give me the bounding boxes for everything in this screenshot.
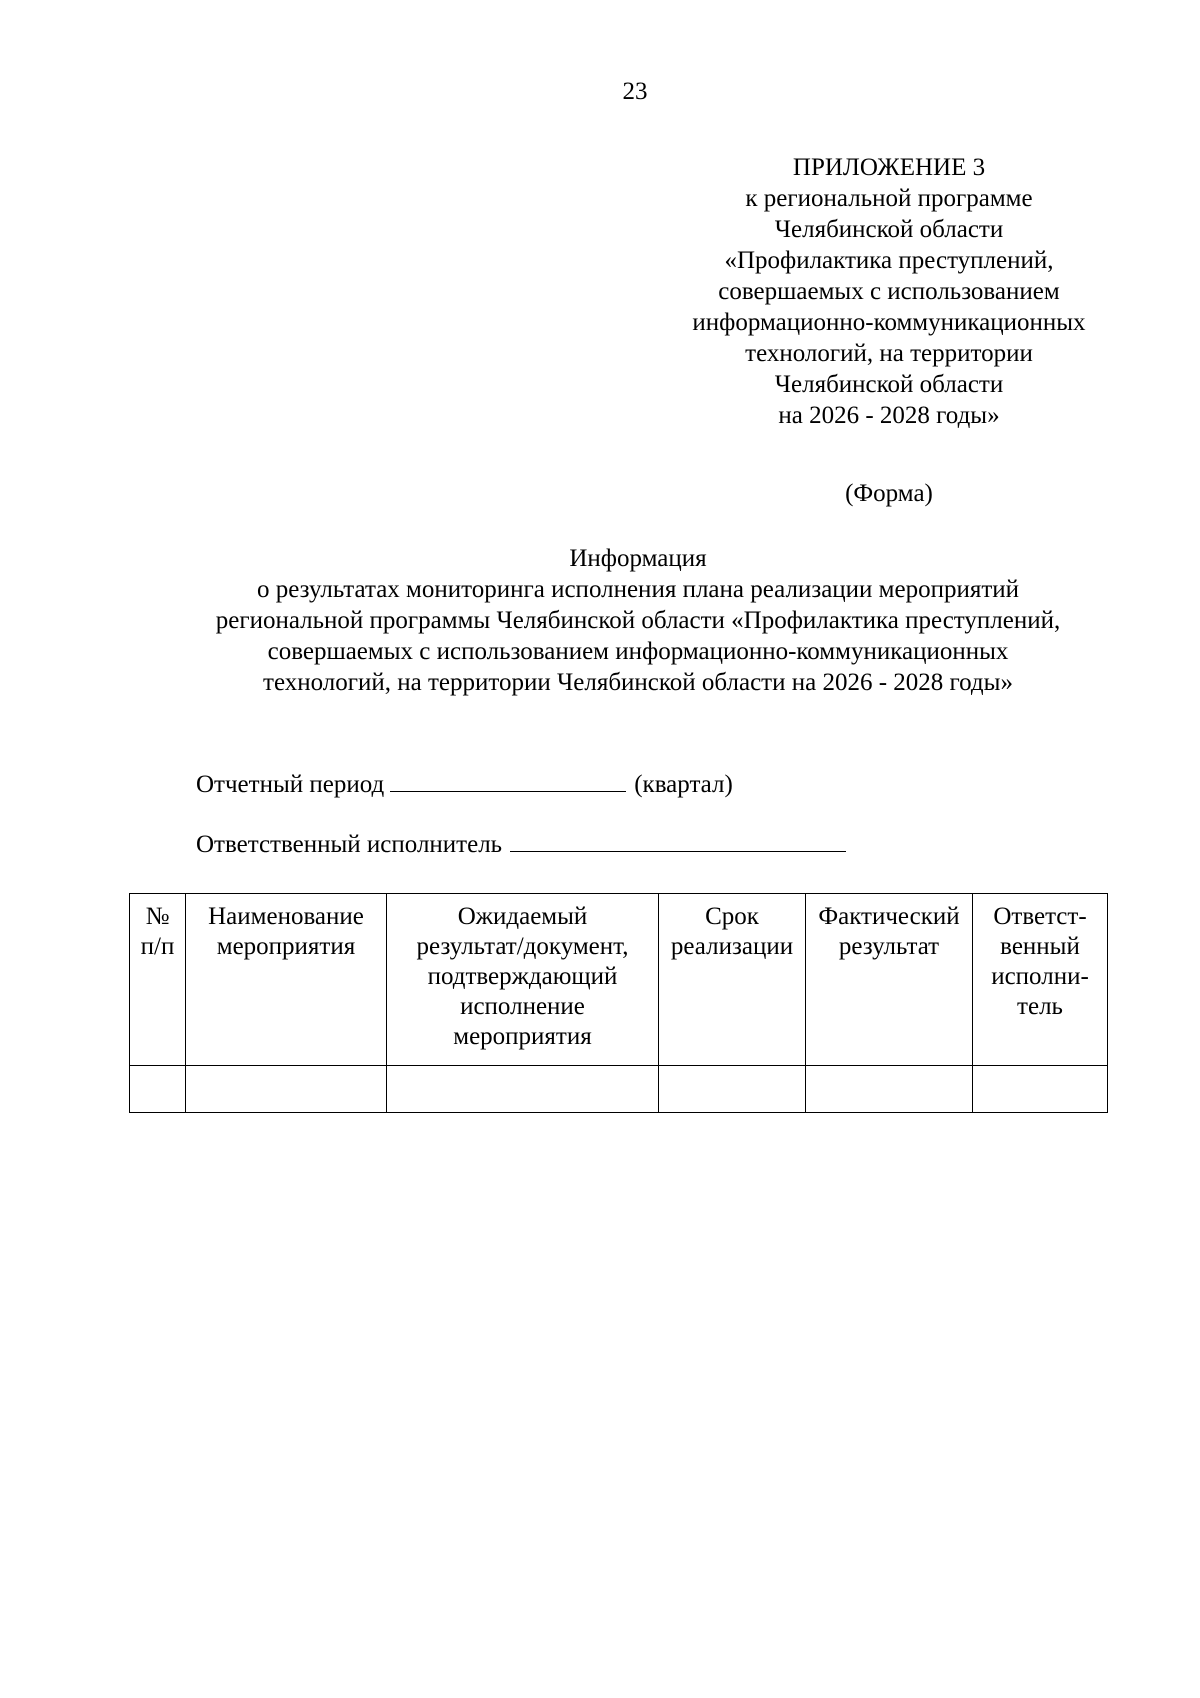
header-text: исполнение — [460, 993, 585, 1020]
header-text: п/п — [140, 933, 175, 960]
header-text: исполни- — [991, 963, 1089, 990]
table-cell[interactable] — [387, 1066, 659, 1113]
header-actual-result — [806, 894, 973, 1066]
header-text: подтверждающий — [427, 963, 618, 990]
reporting-period-label: Отчетный период — [196, 771, 385, 798]
appendix-line: технологий, на территории — [745, 340, 1033, 367]
responsible-executor-row — [196, 829, 846, 860]
reporting-period-blank[interactable] — [390, 769, 626, 792]
appendix-line: совершаемых с использованием — [718, 278, 1060, 305]
form-label: (Форма) — [845, 480, 933, 507]
header-text: № — [145, 903, 170, 930]
header-text: реализации — [670, 933, 794, 960]
table-cell[interactable] — [186, 1066, 387, 1113]
monitoring-table — [129, 893, 1108, 1113]
appendix-line: «Профилактика преступлений, — [724, 247, 1054, 274]
header-text: Срок — [705, 903, 759, 930]
header-text: Наименование — [208, 903, 364, 930]
title-heading: Информация — [569, 545, 707, 572]
header-text: мероприятия — [453, 1023, 592, 1050]
header-responsible — [973, 894, 1108, 1066]
document-title — [118, 543, 1158, 698]
appendix-title: ПРИЛОЖЕНИЕ 3 — [792, 154, 986, 181]
title-line: о результатах мониторинга исполнения плана реализации мероприятий — [256, 576, 1020, 603]
header-number — [130, 894, 186, 1066]
appendix-line: информационно-коммуникационных — [692, 309, 1086, 336]
header-text: мероприятия — [216, 933, 356, 960]
title-line: региональной программы Челябинской области «Профилактика преступлений, — [215, 607, 1061, 634]
header-text: результат — [838, 933, 940, 960]
page-number: 23 — [622, 78, 648, 105]
table-cell[interactable] — [130, 1066, 186, 1113]
appendix-header — [660, 152, 1118, 431]
reporting-period-suffix: (квартал) — [634, 771, 733, 798]
table-cell[interactable] — [806, 1066, 973, 1113]
header-text: Ожидаемый — [457, 903, 588, 930]
header-text: венный — [1000, 933, 1080, 960]
appendix-line: к региональной программе — [745, 185, 1033, 212]
table-cell[interactable] — [973, 1066, 1108, 1113]
header-text: результат/документ, — [416, 933, 629, 960]
table-cell[interactable] — [659, 1066, 806, 1113]
appendix-line: на 2026 - 2028 годы» — [778, 402, 1000, 429]
header-text: тель — [1017, 993, 1063, 1020]
table-header-row — [130, 894, 1108, 1066]
header-activity-name — [186, 894, 387, 1066]
title-line: технологий, на территории Челябинской области на 2026 - 2028 годы» — [263, 669, 1013, 696]
appendix-line: Челябинской области — [774, 371, 1004, 398]
header-expected-result — [387, 894, 659, 1066]
reporting-period-row — [196, 769, 733, 800]
responsible-executor-blank[interactable] — [510, 829, 846, 852]
table-row — [130, 1066, 1108, 1113]
header-text: Ответст- — [993, 903, 1087, 930]
header-deadline — [659, 894, 806, 1066]
appendix-line: Челябинской области — [774, 216, 1004, 243]
title-line: совершаемых с использованием информационно-коммуникационных — [267, 638, 1009, 665]
responsible-executor-label: Ответственный исполнитель — [196, 831, 503, 858]
header-text: Фактический — [818, 903, 960, 930]
